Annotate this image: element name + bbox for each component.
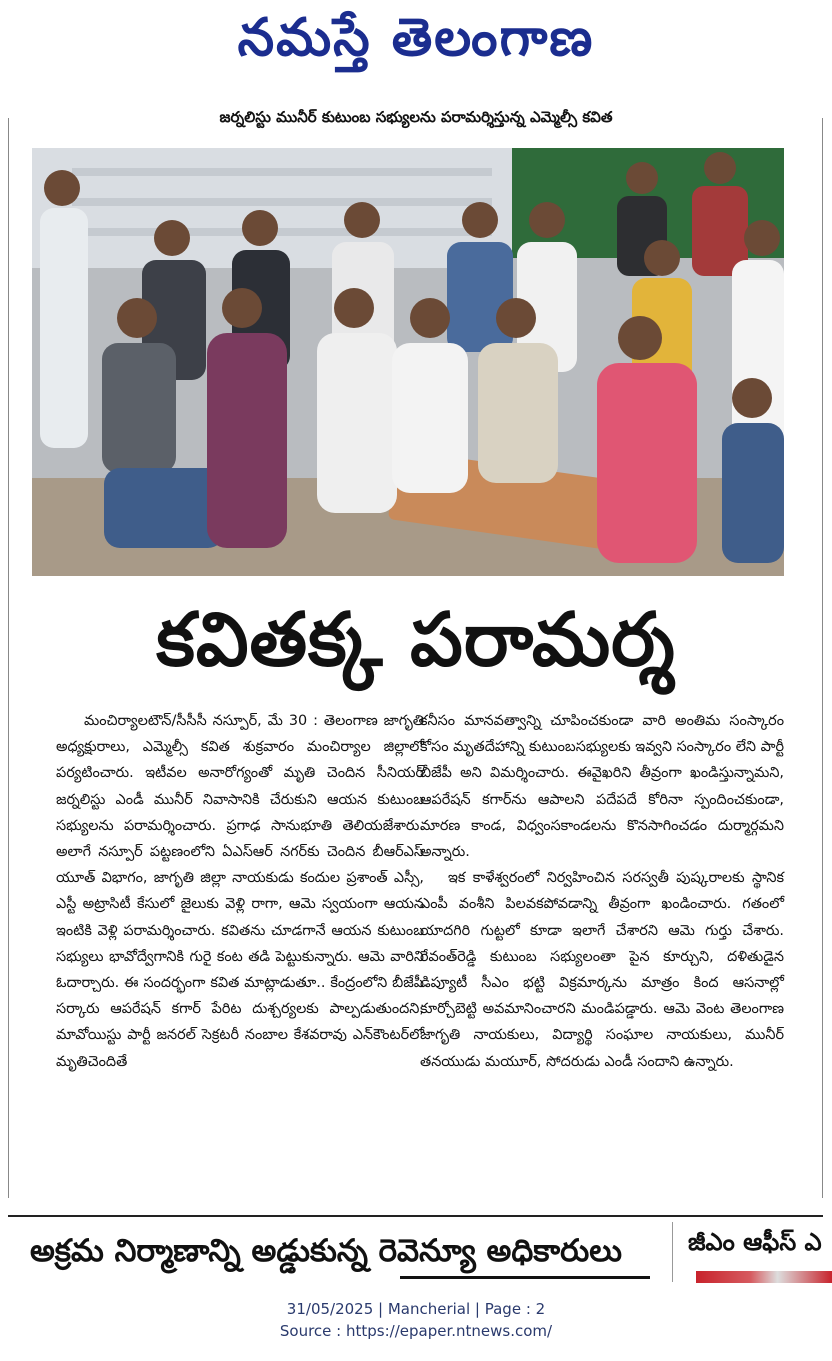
article-paragraph: ఇక కాళేశ్వరంలో నిర్వహించిన సరస్వతీ పుష్కరాలకు స్థానిక ఎంపీ వంశీని పిలవకపోవడాన్ని తీవ్రంగా ఖండించారు. గతంలో యాదగిరి గుట్టలో కూడా ఇలాగే చేశారని ఆమె గుర్తు చేశారు. రేవంత్‌రెడ్డి కుటుంబ సభ్యులంతా పైన కూర్చుని, దళితుడైన డిప్యూటీ సీఎం భట్టి విక్రమార్కను మాత్రం కింద ఆసనాల్లో కూర్చోబెట్టి అవమానించారని మండిపడ్డారు. ఆమె వెంట తెలంగాణ జాగృతి నాయకులు, విద్యార్థి సంఘాల నాయకులు, మునీర్ తనయుడు మయూర్, సోదరుడు ఎండీ సందాని ఉన్నారు. bbox=[420, 870, 784, 1070]
article-column-left bbox=[56, 708, 424, 1075]
main-headline: కవితక్క పరామర్శ bbox=[156, 597, 676, 683]
source-link[interactable]: Source : https://epaper.ntnews.com/ bbox=[279, 1322, 553, 1340]
photo-caption-kicker: జర్నలిస్టు మునీర్ కుటుంబ సభ్యులను పరామర్శిస్తున్న ఎమ్మెల్సీ కవిత bbox=[219, 108, 613, 126]
article-paragraph: కనీసం మానవత్వాన్ని చూపించకుండా వారి అంతిమ సంస్కారం కోసం మృతదేహాన్ని కుటుంబసభ్యులకు ఇవ్వని సంస్కారం లేని పార్టీ బీజేపీ అని విమర్శించారు. ఈవైఖరిని తీవ్రంగా ఖండిస్తున్నామని, ఆపరేషన్ కగార్‌ను ఆపాలని పదేపదే కోరినా స్పందించకుండా, మారణ కాండ, విధ్వంసకాండలను కొనసాగించడం దుర్మార్గమని అన్నారు. bbox=[420, 713, 784, 861]
article-column-right bbox=[420, 708, 784, 1075]
edition-info: 31/05/2025 | Mancherial | Page : 2 bbox=[286, 1300, 546, 1318]
side-photo bbox=[696, 1271, 832, 1283]
secondary-headline: అక్రమ నిర్మాణాన్ని అడ్డుకున్న రెవెన్యూ అధికారులు bbox=[30, 1233, 622, 1269]
section-divider bbox=[8, 1215, 823, 1217]
headline-underline bbox=[400, 1276, 650, 1279]
article-paragraph: మంచిర్యాలటౌన్/సీసీసీ నస్పూర్, మే 30 : తెలంగాణ జాగృతి అధ్యక్షురాలు, ఎమ్మెల్సీ కవిత శుక్రవారం మంచిర్యాల జిల్లాలో పర్యటించారు. ఇటీవల అనారోగ్యంతో మృతి చెందిన సీనియర్ జర్నలిస్టు ఎండీ మునీర్ నివాసానికి చేరుకుని ఆయన కుటుంబ సభ్యులను పరామర్శించారు. ప్రగాఢ సానుభూతి తెలియజేశారు. అలాగే నస్పూర్ పట్టణంలోని ఏఎస్ఆర్ నగర్‌కు చెందిన బీఆర్ఎస్ యూత్ విభాగం, జాగృతి జిల్లా నాయకుడు కందుల ప్రశాంత్ ఎస్సీ, ఎస్టీ అట్రాసిటీ కేసులో జైలుకు వెళ్లి రాగా, ఆమె స్వయంగా ఆయన ఇంటికి వెళ్లి పరామర్శించారు. కవితను చూడగానే ఆయన కుటుంబ సభ్యులు భావోద్వేగానికి గురై కంట తడి పెట్టుకున్నారు. ఆమె వారిని ఓదార్చారు. ఈ సందర్భంగా కవిత మాట్లాడుతూ.. కేంద్రంలోని బీజేపీ సర్కారు ఆపరేషన్ కగార్ పేరిట దుశ్చర్యలకు పాల్పడుతుందని, మావోయిస్టు పార్టీ జనరల్ సెక్రటరీ నంబాల కేశవరావు ఎన్‌కౌంటర్‌లో మృతిచెందితే bbox=[56, 713, 424, 1070]
column-divider bbox=[672, 1222, 673, 1282]
page-footer bbox=[0, 1298, 832, 1342]
masthead bbox=[0, 0, 832, 92]
newspaper-title: నమస్తే తెలంగాణ bbox=[237, 8, 595, 68]
news-photo-illustration bbox=[32, 148, 784, 576]
side-headline: జీఎం ఆఫీస్ ఎ bbox=[688, 1228, 822, 1256]
news-photo bbox=[32, 148, 784, 576]
